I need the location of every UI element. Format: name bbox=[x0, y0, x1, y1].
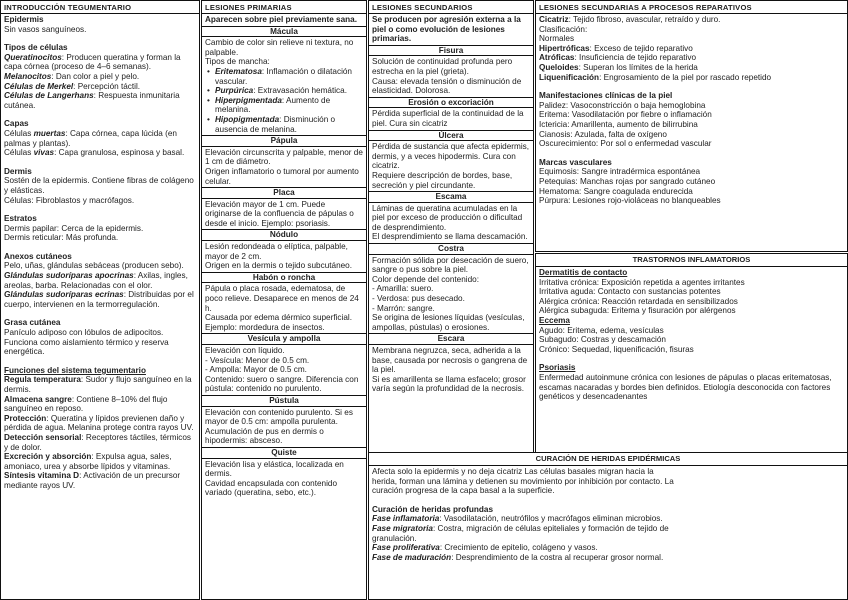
text-eccema-1: Agudo: Eritema, edema, vesículas bbox=[539, 325, 664, 335]
item-funcion-4: Detección sensorial: Receptores táctiles, térmicos y de dolor. bbox=[4, 432, 192, 452]
text-quiste-1: Elevación lisa y elástica, localizada en dermis. bbox=[205, 459, 344, 479]
section-habon: Habón o roncha bbox=[202, 272, 366, 284]
text-normales: Normales bbox=[539, 34, 575, 44]
section-vesicula: Vesícula y ampolla bbox=[202, 333, 366, 345]
text-erosion: Pérdida superficial de la continuidad de la piel. Cura sin cicatriz bbox=[372, 109, 524, 128]
item-funcion-3: Protección: Queratina y lípidos previenen daño y pérdida de agua. Melanina protege contra rayos UV. bbox=[4, 413, 194, 433]
item-eritematosa: • Eritematosa: Inflamación o dilatación vascular. bbox=[215, 67, 363, 86]
section-ulcera: Úlcera bbox=[369, 130, 533, 142]
text-costra-1: Formación sólida por desecación de suero, sangre o pus sobre la piel. bbox=[372, 255, 529, 275]
item-vivas: Células vivas: Capa granulosa, espinosa y basal. bbox=[4, 148, 185, 158]
text-manif-5: Oscurecimiento: Por sol o enfermedad vascular bbox=[539, 139, 712, 149]
text-dermis-1: Sostén de la epidermis. Contiene fibras de colágeno y elásticas. bbox=[4, 176, 194, 195]
text-curacion-epidermica: Afecta solo la epidermis y no deja cicatriz Las células basales migran hacia la herida, forman una lámina y detienen su movimiento por inhibición por contacto. La curación progresa de la capa basal a la superficie. bbox=[372, 467, 674, 496]
intro-text: Se producen por agresión externa a la piel o como evolución de lesiones primarias. bbox=[372, 15, 521, 44]
text-papula-1: Elevación circunscrita y palpable, menor de 1 cm de diámetro. bbox=[205, 147, 363, 167]
text-fisura-1: Solución de continuidad profunda pero estrecha en la piel (grieta). bbox=[372, 57, 513, 76]
box-body bbox=[369, 466, 847, 563]
heading-manifestaciones: Manifestaciones clínicas de la piel bbox=[539, 91, 673, 101]
heading-heridas-profundas: Curación de heridas profundas bbox=[372, 504, 494, 514]
section-escama: Escama bbox=[369, 191, 533, 203]
section-escara: Escara bbox=[369, 333, 533, 345]
text-marcas-1: Equimosis: Sangre intradérmica espontánea bbox=[539, 167, 701, 177]
text-clasificacion: Clasificación: bbox=[539, 24, 588, 34]
text-costra-5: - Marrón: sangre. bbox=[372, 303, 435, 313]
item-funcion-1: Regula temperatura: Sudor y flujo sanguíneo en la dermis. bbox=[4, 375, 192, 394]
section-placa: Placa bbox=[202, 187, 366, 199]
text-habon-2: Causada por edema dérmico superficial. Ejemplo: mordedura de insectos. bbox=[205, 313, 352, 332]
box-title: CURACIÓN DE HERIDAS EPIDÉRMICAS bbox=[369, 453, 847, 466]
text-estratos-2: Dermis reticular: Más profunda. bbox=[4, 233, 119, 243]
text-escama-2: El desprendimiento se llama descamación. bbox=[372, 232, 528, 242]
item-fase-proliferativa: Fase proliferativa: Crecimiento de epitelio, colágeno y vasos. bbox=[372, 543, 598, 553]
item-funcion-5: Excreción y absorción: Expulsa agua, sales, amoniaco, urea y absorbe lípidos y vitaminas. bbox=[4, 452, 172, 471]
text-estratos-1: Dermis papilar: Cerca de la epidermis. bbox=[4, 223, 144, 233]
text-eccema-2: Subagudo: Costras y descamación bbox=[539, 335, 666, 345]
section-nodulo: Nódulo bbox=[202, 229, 366, 241]
item-liquenificacion: Liquenificación: Engrosamiento de la piel por rascado repetido bbox=[539, 72, 772, 82]
column-body bbox=[536, 14, 847, 207]
column-procesos-reparativos bbox=[535, 0, 848, 252]
heading-capas: Capas bbox=[4, 119, 29, 129]
text-vesicula-3: - Ampolla: Mayor de 0.5 cm. bbox=[205, 365, 307, 375]
text-papula-2: Origen inflamatorio o tumoral por aumento celular. bbox=[205, 166, 359, 186]
text-placa: Elevación mayor de 1 cm. Puede originarse de la confluencia de pápulas o desde el inicio. Ejemplo: psoriasis. bbox=[205, 199, 354, 228]
text-grasa: Panículo adiposo con lóbulos de adipocitos. Funciona como aislamiento térmico y reserva energética. bbox=[4, 328, 169, 357]
box-curacion-heridas bbox=[368, 452, 848, 600]
item-hiperpigmentada: • Hiperpigmentada: Aumento de melanina. bbox=[215, 96, 363, 115]
section-costra: Costra bbox=[369, 243, 533, 255]
text-costra-4: - Verdosa: pus desecado. bbox=[372, 294, 465, 304]
item-hipertroficas: Hipertróficas: Exceso de tejido reparativo bbox=[539, 43, 693, 53]
column-title: LESIONES SECUNDARIAS A PROCESOS REPARATIVOS bbox=[536, 1, 847, 14]
text-costra-3: - Amarilla: suero. bbox=[372, 284, 434, 294]
text-escara-2: Si es amarillenta se llama esfacelo; grosor varía según la profundidad de la necrosis. bbox=[372, 374, 526, 394]
item-fase-migratoria: Fase migratoria: Costra, migración de células epiteliales y formación de tejido de granulación. bbox=[372, 523, 669, 543]
text-pustula-2: Acumulación de pus en dermis o hipodermis: absceso. bbox=[205, 426, 324, 446]
text-costra-6: Se origina de lesiones líquidas (vesículas, ampollas, pústulas) o erosiones. bbox=[372, 313, 525, 332]
text-vesicula-1: Elevación con líquido. bbox=[205, 346, 285, 355]
heading-tipos-celulas: Tipos de células bbox=[4, 43, 68, 53]
item-funcion-2: Almacena sangre: Contiene 8–10% del flujo sanguíneo en reposo. bbox=[4, 394, 168, 414]
column-body bbox=[1, 14, 199, 492]
item-hipopigmentada: • Hipopigmentada: Disminución o ausencia de melanina. bbox=[215, 115, 363, 134]
item-purpurica: • Purpúrica: Extravasación hemática. bbox=[215, 86, 363, 96]
text-ulcera-1: Pérdida de sustancia que afecta epidermis, dermis, y a veces hipodermis. Cura con cicatriz. bbox=[372, 142, 530, 171]
text-escara-1: Membrana negruzca, seca, adherida a la base, causada por necrosis o gangrena de la piel. bbox=[372, 346, 528, 375]
text-manif-1: Palidez: Vasoconstricción o baja hemoglobina bbox=[539, 100, 706, 110]
heading-eccema: Eccema bbox=[539, 315, 570, 325]
text-manif-2: Eritema: Vasodilatación por fiebre o inflamación bbox=[539, 110, 712, 120]
text-nodulo-2: Origen en la dermis o tejido subcutáneo. bbox=[205, 261, 353, 271]
text-dermis-2: Células: Fibroblastos y macrófagos. bbox=[4, 195, 135, 205]
text-macula-2: Tipos de mancha: bbox=[205, 57, 270, 67]
heading-estratos: Estratos bbox=[4, 214, 37, 224]
text-nodulo-1: Lesión redondeada o elíptica, palpable, mayor de 2 cm. bbox=[205, 242, 348, 261]
item-langerhans: Células de Langerhans: Respuesta inmunitaria cutánea. bbox=[4, 91, 180, 110]
column-lesiones-secundarias bbox=[368, 0, 534, 462]
text-pustula-1: Elevación con contenido purulento. Si es mayor de 0.5 cm: ampolla purulenta. bbox=[205, 407, 353, 427]
section-macula: Mácula bbox=[202, 26, 366, 38]
text-macula-1: Cambio de color sin relieve ni textura, no palpable. bbox=[205, 38, 354, 57]
text-anexos: Pelo, uñas, glándulas sebáceas (producen sebo). bbox=[4, 261, 184, 271]
section-fisura: Fisura bbox=[369, 45, 533, 57]
section-quiste: Quiste bbox=[202, 447, 366, 459]
item-atroficas: Atróficas: Insuficiencia de tejido reparativo bbox=[539, 53, 697, 63]
text-marcas-4: Púrpura: Lesiones rojo-violáceas no blanqueables bbox=[539, 196, 721, 206]
text-dermatitis-1: Irritativa crónica: Exposición repetida a agentes irritantes bbox=[539, 277, 745, 287]
text-dermatitis-2: Irritativa aguda: Contacto con sustancias potentes bbox=[539, 287, 721, 297]
column-title: LESIONES PRIMARIAS bbox=[202, 1, 366, 14]
heading-funciones: Funciones del sistema tegumentario bbox=[4, 365, 146, 375]
heading-anexos: Anexos cutáneos bbox=[4, 251, 72, 261]
text-ulcera-2: Requiere descripción de bordes, base, secreción y piel circundante. bbox=[372, 170, 513, 190]
item-funcion-6: Síntesis vitamina D: Activación de un precursor mediante rayos UV. bbox=[4, 471, 181, 490]
heading-dermis: Dermis bbox=[4, 166, 32, 176]
box-trastornos-inflamatorios bbox=[535, 253, 848, 462]
item-queratinocitos: Queratinocitos: Producen queratina y forman la capa córnea (proceso de 4–6 semanas). bbox=[4, 52, 181, 72]
column-body bbox=[369, 14, 533, 395]
text-marcas-3: Hematoma: Sangre coagulada endurecida bbox=[539, 186, 693, 196]
column-body bbox=[202, 14, 366, 499]
text-escama-1: Láminas de queratina acumuladas en la piel por exceso de producción o dificultad de desprendimiento. bbox=[372, 203, 523, 232]
text-habon-1: Pápula o placa rosada, edematosa, de poco relieve. Desaparece en menos de 24 h. bbox=[205, 284, 359, 313]
item-melanocitos: Melanocitos: Dan color a piel y pelo. bbox=[4, 71, 140, 81]
box-body bbox=[536, 267, 847, 403]
item-fase-inflamatoria: Fase inflamatoria: Vasodilatación, neutrófilos y macrófagos eliminan microbios. bbox=[372, 514, 663, 524]
item-fase-maduracion: Fase de maduración: Desprendimiento de la costra al recuperar grosor normal. bbox=[372, 552, 664, 562]
heading-grasa: Grasa cutánea bbox=[4, 318, 61, 328]
box-title: TRASTORNOS INFLAMATORIOS bbox=[536, 254, 847, 267]
heading-dermatitis: Dermatitis de contacto bbox=[539, 268, 628, 277]
intro-text: Aparecen sobre piel previamente sana. bbox=[205, 15, 357, 24]
text-marcas-2: Petequias: Manchas rojas por sangrado cutáneo bbox=[539, 176, 716, 186]
text-psoriasis: Enfermedad autoinmune crónica con lesiones de pápulas o placas eritematosas, escamas nacaradas y bordes bien definidos. Etiología desconocida con factores genéticos y desencadenantes bbox=[539, 372, 832, 402]
text-manif-4: Cianosis: Azulada, falta de oxígeno bbox=[539, 129, 667, 139]
heading-psoriasis: Psoriasis bbox=[539, 363, 576, 373]
heading-epidermis: Epidermis bbox=[4, 15, 44, 24]
text-epidermis: Sin vasos sanguíneos. bbox=[4, 24, 87, 34]
section-pustula: Pústula bbox=[202, 395, 366, 407]
column-title: LESIONES SECUNDARIOS bbox=[369, 1, 533, 14]
item-queloides: Queloides: Superan los límites de la herida bbox=[539, 62, 698, 72]
text-vesicula-2: - Vesícula: Menor de 0.5 cm. bbox=[205, 355, 310, 365]
section-papula: Pápula bbox=[202, 135, 366, 147]
text-quiste-2: Cavidad encapsulada con contenido variado (queratina, sebo, etc.). bbox=[205, 478, 338, 498]
section-erosion: Erosión o excoriación bbox=[369, 97, 533, 109]
column-title: INTRODUCCIÓN TEGUMENTARIO bbox=[1, 1, 199, 14]
text-dermatitis-4: Alérgica subaguda: Eritema y fisuración por alérgenos bbox=[539, 306, 736, 316]
text-dermatitis-3: Alérgica crónica: Reacción retardada en sensibilizados bbox=[539, 296, 738, 306]
item-cicatriz: Cicatriz: Tejido fibroso, avascular, retraído y duro. bbox=[539, 15, 721, 24]
heading-marcas: Marcas vasculares bbox=[539, 157, 612, 167]
column-introduccion bbox=[0, 0, 200, 600]
item-ecrinas: Glándulas sudoríparas ecrinas: Distribuidas por el cuerpo, intervienen en la termorregulación. bbox=[4, 290, 194, 309]
text-fisura-2: Causa: elevada tensión o disminución de elasticidad. Dolorosa. bbox=[372, 76, 522, 96]
text-costra-2: Color depende del contenido: bbox=[372, 274, 479, 284]
text-vesicula-4: Contenido: suero o sangre. Diferencia con pústula: contenido no purulento. bbox=[205, 374, 359, 394]
item-muertas: Células muertas: Capa córnea, capa lúcida (en palmas y plantas). bbox=[4, 128, 177, 148]
text-manif-3: Ictericia: Amarillenta, aumento de bilirrubina bbox=[539, 119, 698, 129]
item-apocrinas: Glándulas sudoríparas apocrinas: Axilas, ingles, areolas, barba. Relacionadas con el olor. bbox=[4, 271, 188, 290]
column-lesiones-primarias bbox=[201, 0, 367, 600]
text-eccema-3: Crónico: Sequedad, liquenificación, fisuras bbox=[539, 344, 694, 354]
item-merkel: Células de Merkel: Percepción táctil. bbox=[4, 81, 141, 91]
